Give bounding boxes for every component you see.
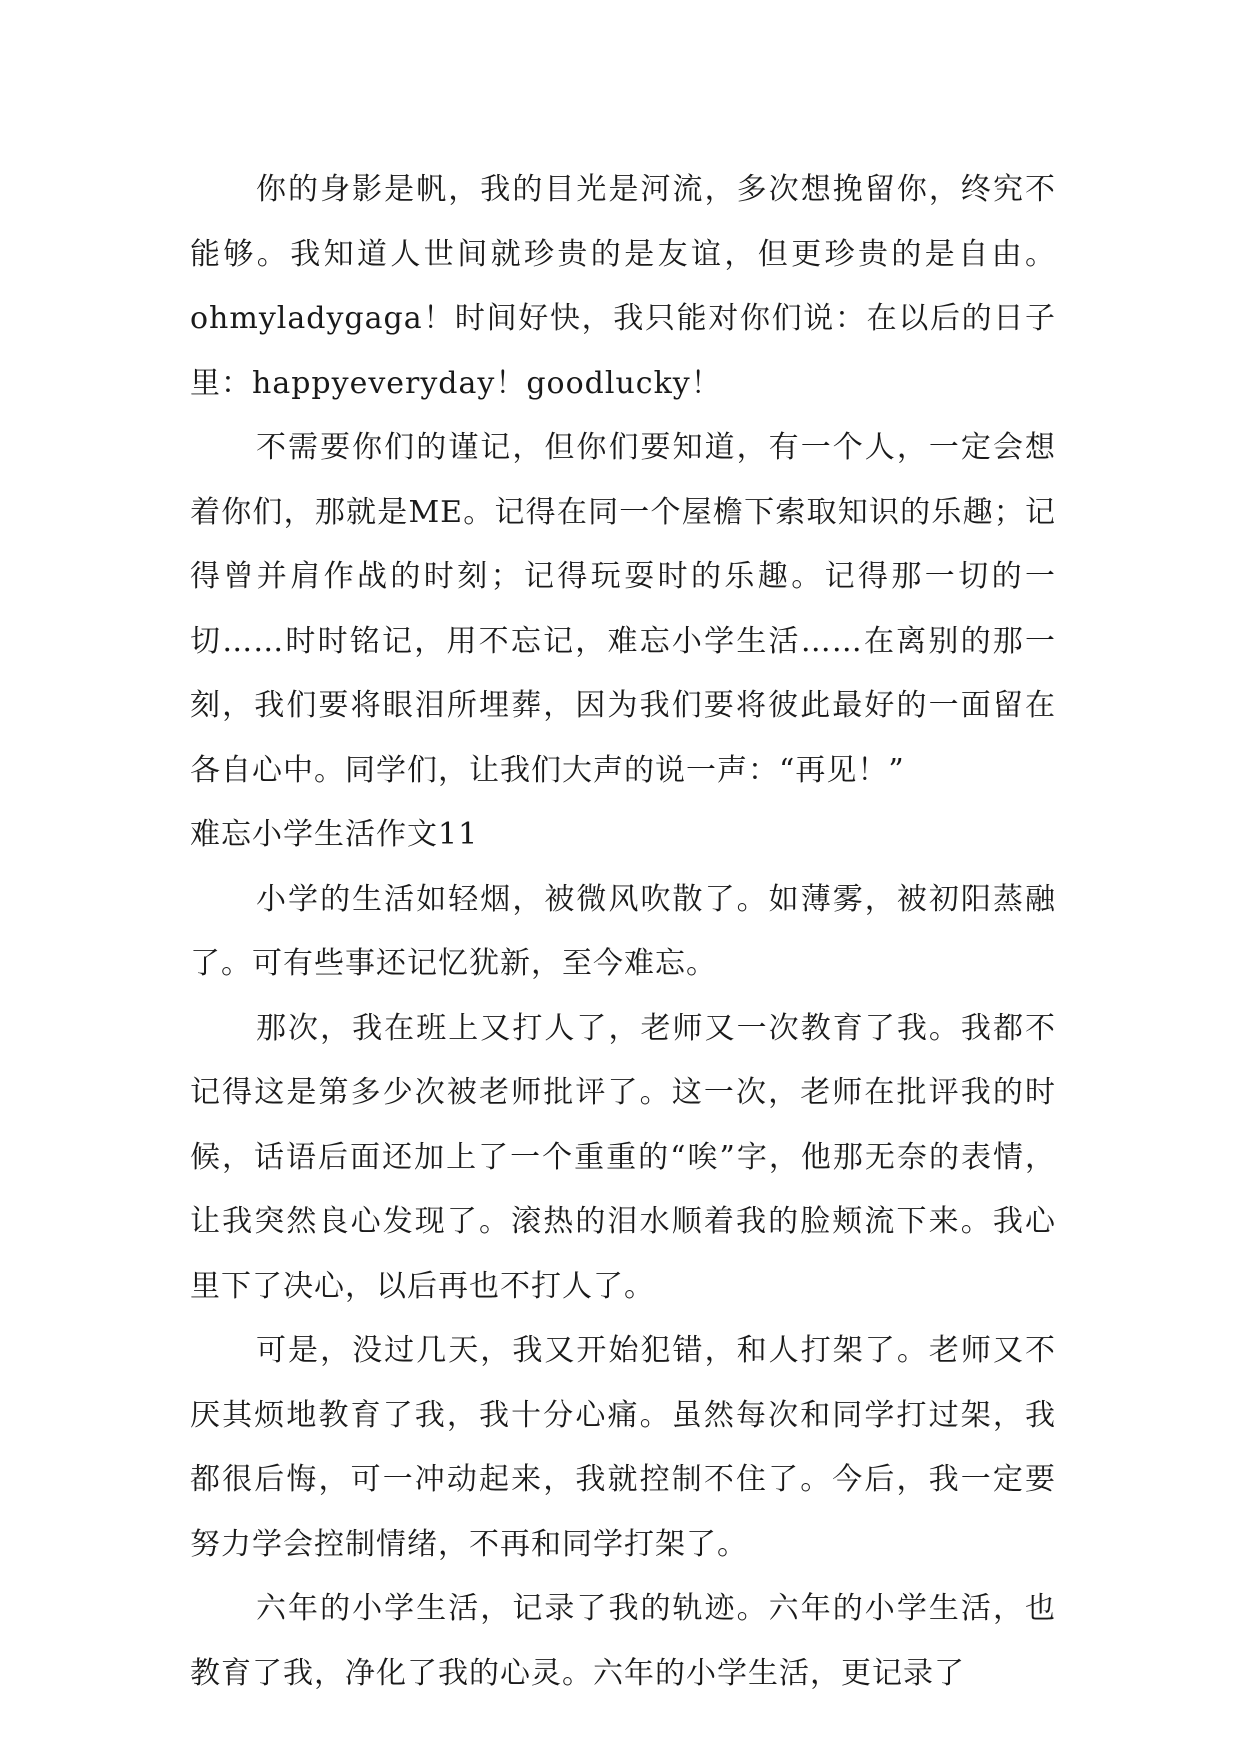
section-title: 难忘小学生活作文11 (190, 817, 479, 852)
paragraph-6: 六年的小学生活，记录了我的轨迹。六年的小学生活，也教育了我，净化了我的心灵。六年的小学生活，更记录了 (190, 1591, 1056, 1691)
paragraph-5: 可是，没过几天，我又开始犯错，和人打架了。老师又不厌其烦地教育了我，我十分心痛。虽然每次和同学打过架，我都很后悔，可一冲动起来，我就控制不住了。今后，我一定要努力学会控制情绪，不再和同学打架了。 (190, 1333, 1056, 1562)
document-body (190, 158, 1056, 1706)
paragraph-1: 你的身影是帆，我的目光是河流，多次想挽留你，终究不能够。我知道人世间就珍贵的是友谊，但更珍贵的是自由。ohmyladygaga！时间好快，我只能对你们说：在以后的日子里：happyeveryday！goodlucky！ (190, 172, 1056, 401)
paragraph-3: 小学的生活如轻烟，被微风吹散了。如薄雾，被初阳蒸融了。可有些事还记忆犹新，至今难忘。 (190, 881, 1056, 981)
paragraph-2: 不需要你们的谨记，但你们要知道，有一个人，一定会想着你们，那就是ME。记得在同一个屋檐下索取知识的乐趣；记得曾并肩作战的时刻；记得玩耍时的乐趣。记得那一切的一切……时时铭记，用不忘记，难忘小学生活……在离别的那一刻，我们要将眼泪所埋葬，因为我们要将彼此最好的一面留在各自心中。同学们，让我们大声的说一声：“再见！” (190, 430, 1056, 788)
paragraph-4: 那次，我在班上又打人了，老师又一次教育了我。我都不记得这是第多少次被老师批评了。这一次，老师在批评我的时候，话语后面还加上了一个重重的“唉”字，他那无奈的表情，让我突然良心发现了。滚热的泪水顺着我的脸颊流下来。我心里下了决心，以后再也不打人了。 (190, 1010, 1056, 1304)
